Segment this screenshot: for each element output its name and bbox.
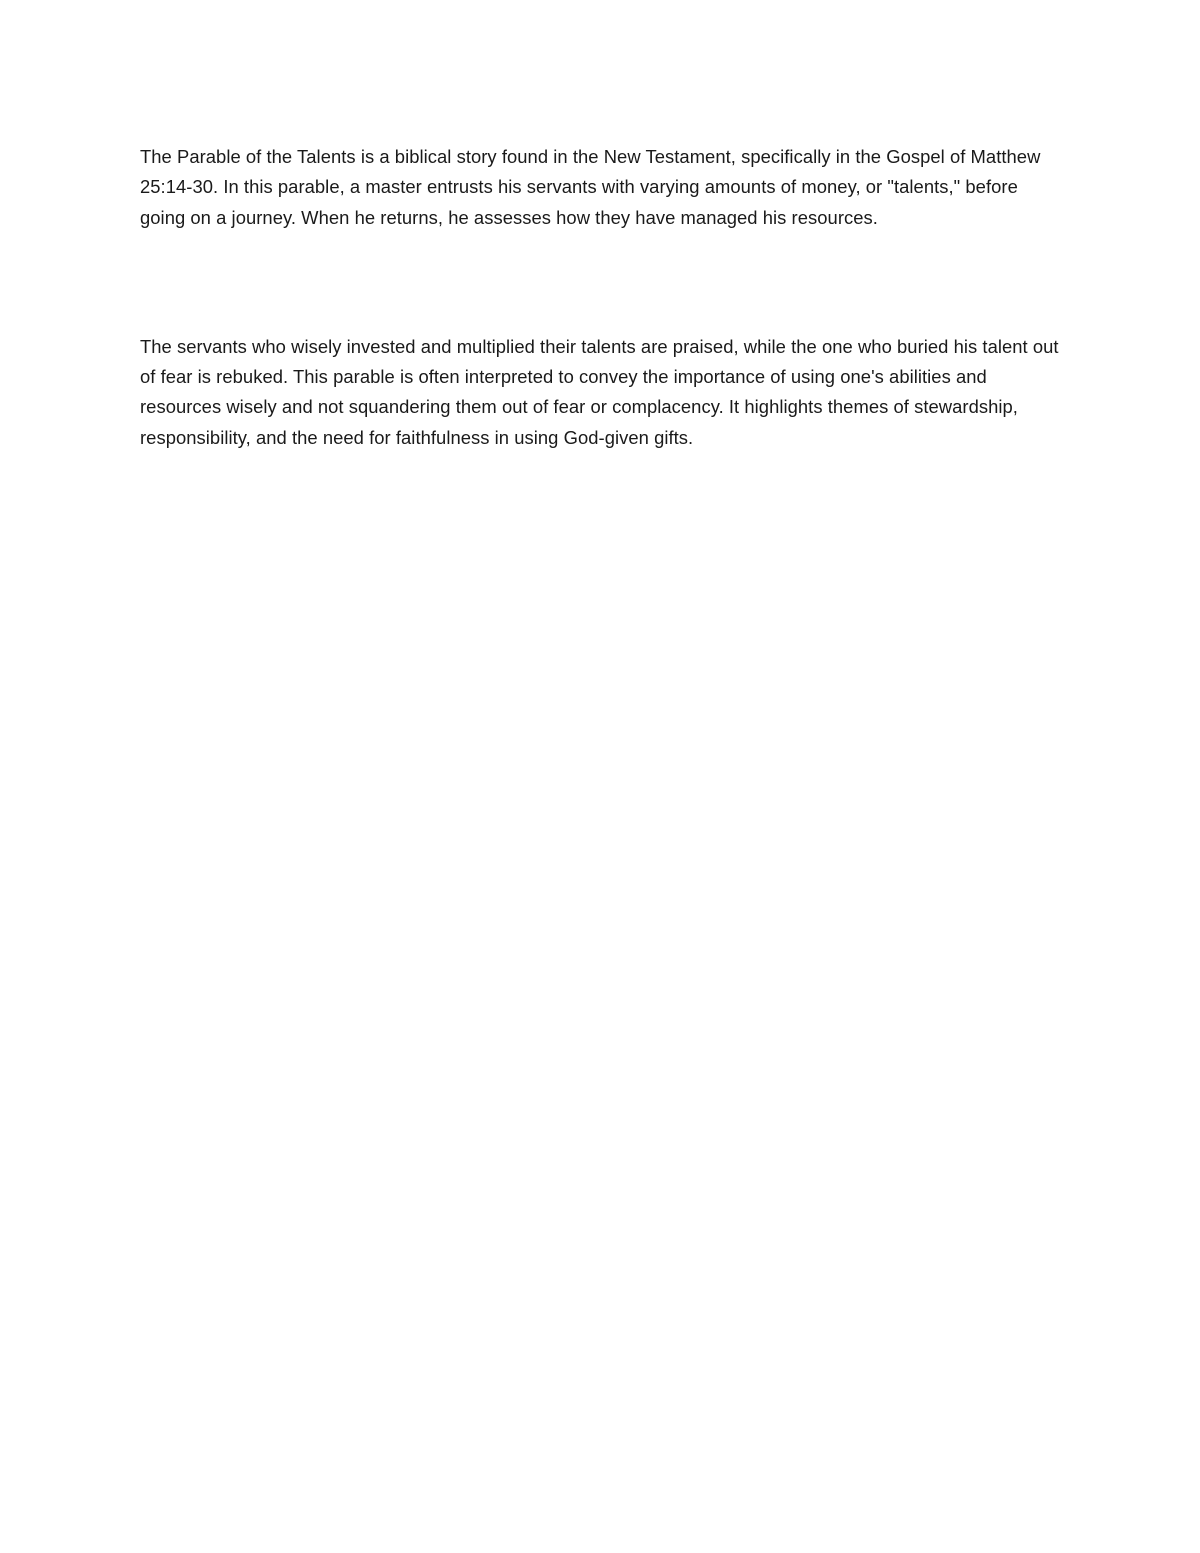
paragraph-parable-interpretation: The servants who wisely invested and multiplied their talents are praised, while the one who buried his talent out of fear is rebuked. This parable is often interpreted to convey the importance of using one's abilities and resources wisely and not squandering them out of fear or complacency. It highlights themes of stewardship, responsibility, and the need for faithfulness in using God-given gifts. [140, 335, 1059, 448]
paragraph-spacing [140, 233, 1065, 332]
paragraph-parable-intro: The Parable of the Talents is a biblical story found in the New Testament, specifically in the Gospel of Matthew 25:14-30. In this parable, a master entrusts his servants with varying amounts of money, or "talents," before going on a journey. When he returns, he assesses how they have managed his resources. [140, 146, 1041, 228]
document-body [140, 142, 1065, 453]
